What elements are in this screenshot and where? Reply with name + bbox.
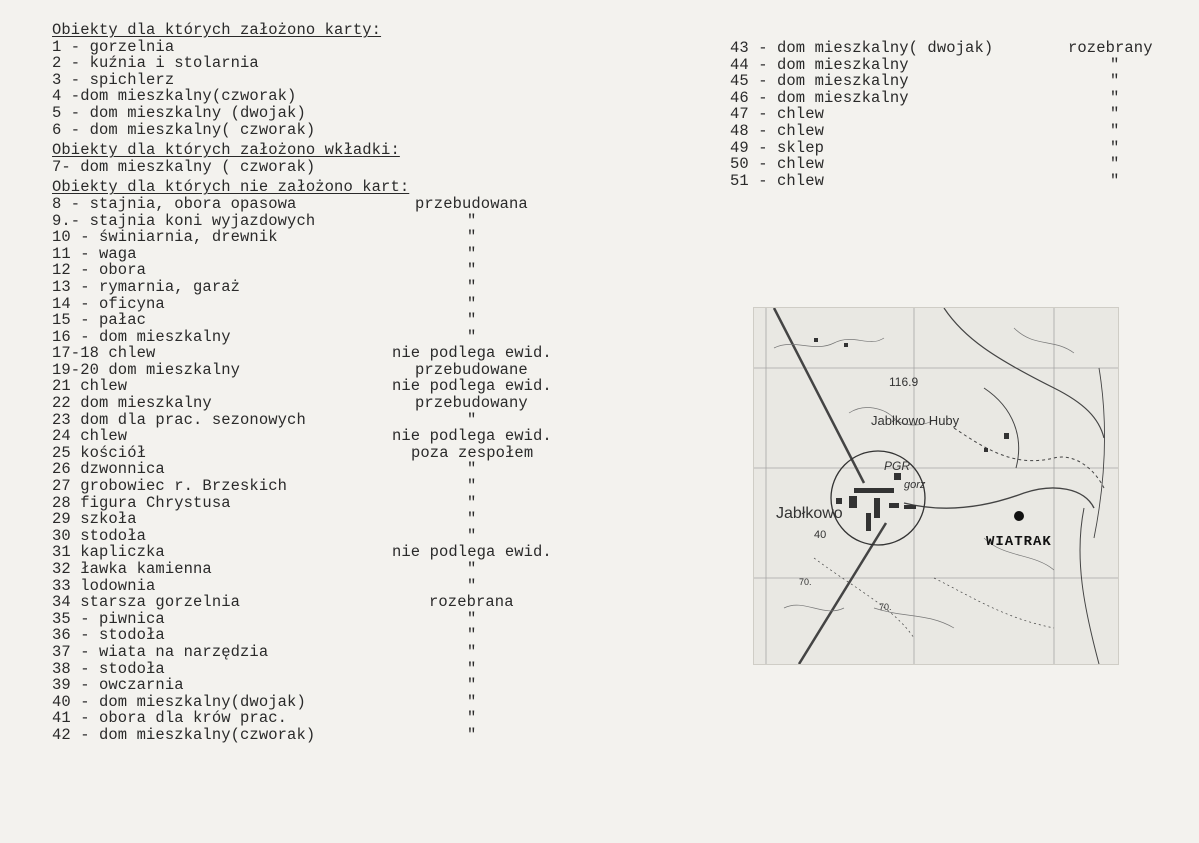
list-item bbox=[52, 578, 612, 595]
item-status: " bbox=[467, 261, 477, 280]
item-label: 47 - chlew bbox=[730, 105, 825, 124]
list-item bbox=[52, 246, 612, 263]
map-gorz-label: gorz bbox=[904, 479, 926, 491]
item-status: " bbox=[1110, 88, 1120, 107]
item-status: " bbox=[1110, 171, 1120, 190]
list-item bbox=[52, 428, 612, 445]
item-status: " bbox=[467, 626, 477, 645]
list-item bbox=[730, 40, 1170, 57]
list-item bbox=[52, 105, 612, 122]
item-label: 16 - dom mieszkalny bbox=[52, 327, 231, 346]
list-item bbox=[52, 561, 612, 578]
item-status: " bbox=[467, 659, 477, 678]
windmill-marker-icon bbox=[1014, 511, 1024, 521]
item-label: 21 chlew bbox=[52, 377, 128, 396]
map-windmill-label: WIATRAK bbox=[986, 534, 1052, 550]
map-contour-label: 40 bbox=[814, 529, 827, 541]
list-item bbox=[52, 196, 612, 213]
left-column bbox=[52, 22, 612, 748]
list-item bbox=[52, 262, 612, 279]
list-item bbox=[52, 461, 612, 478]
item-label: 28 figura Chrystusa bbox=[52, 493, 231, 512]
item-label: 37 - wiata na narzędzia bbox=[52, 642, 269, 661]
list-item bbox=[52, 677, 612, 694]
list-item bbox=[52, 727, 612, 744]
list-item bbox=[52, 627, 612, 644]
item-status: przebudowany bbox=[415, 394, 528, 413]
list-item bbox=[730, 73, 1170, 90]
item-status: " bbox=[467, 526, 477, 545]
item-status: " bbox=[467, 211, 477, 230]
item-label: 9.- stajnia koni wyjazdowych bbox=[52, 211, 316, 230]
item-status: " bbox=[467, 576, 477, 595]
item-status: " bbox=[467, 709, 477, 728]
list-item bbox=[52, 362, 612, 379]
item-label: 7- dom mieszkalny ( czworak) bbox=[52, 157, 316, 176]
list-item bbox=[730, 156, 1170, 173]
item-status: " bbox=[467, 460, 477, 479]
list-item bbox=[52, 511, 612, 528]
list-item bbox=[52, 312, 612, 329]
list-item bbox=[52, 88, 612, 105]
list-item bbox=[52, 279, 612, 296]
item-status: " bbox=[467, 477, 477, 496]
item-label: 8 - stajnia, obora opasowa bbox=[52, 194, 297, 213]
list-item bbox=[52, 213, 612, 230]
item-label: 35 - piwnica bbox=[52, 609, 165, 628]
item-status: rozebrany bbox=[1068, 39, 1153, 57]
list-item bbox=[52, 661, 612, 678]
item-label: 43 - dom mieszkalny( dwojak) bbox=[730, 39, 994, 57]
list-item bbox=[52, 495, 612, 512]
item-status: poza zespołem bbox=[411, 443, 534, 462]
item-label: 25 kościół bbox=[52, 443, 147, 462]
item-status: " bbox=[467, 244, 477, 263]
map-village-label: Jabłkowo bbox=[776, 505, 843, 522]
item-label: 41 - obora dla krów prac. bbox=[52, 709, 288, 728]
list-item bbox=[730, 57, 1170, 74]
list-item bbox=[52, 528, 612, 545]
item-status: " bbox=[467, 560, 477, 578]
item-status: " bbox=[467, 642, 477, 661]
item-label: 15 - pałac bbox=[52, 311, 147, 330]
item-status: przebudowana bbox=[415, 194, 528, 213]
list-item bbox=[52, 644, 612, 661]
item-label: 2 - kuźnia i stolarnia bbox=[52, 54, 259, 73]
item-label: 44 - dom mieszkalny bbox=[730, 55, 909, 74]
item-status: " bbox=[1110, 121, 1120, 140]
map-pgr-label: PGR bbox=[884, 459, 911, 473]
item-status: " bbox=[467, 327, 477, 346]
item-label: 4 -dom mieszkalny(czworak) bbox=[52, 87, 297, 106]
map-grid bbox=[754, 308, 1118, 664]
item-status: " bbox=[1110, 105, 1120, 124]
item-label: 42 - dom mieszkalny(czworak) bbox=[52, 725, 316, 744]
item-status: " bbox=[1110, 55, 1120, 74]
item-label: 26 dzwonnica bbox=[52, 460, 165, 479]
item-status: " bbox=[467, 725, 477, 744]
list-item bbox=[730, 90, 1170, 107]
map-contours bbox=[774, 328, 1074, 628]
item-label: 27 grobowiec r. Brzeskich bbox=[52, 477, 288, 496]
item-status: " bbox=[467, 311, 477, 330]
item-label: 24 chlew bbox=[52, 427, 128, 446]
item-label: 34 starsza gorzelnia bbox=[52, 593, 241, 612]
item-label: 1 - gorzelnia bbox=[52, 37, 175, 56]
section-heading: Obiekty dla których nie założono kart: bbox=[52, 178, 410, 197]
item-status: rozebrana bbox=[429, 593, 514, 612]
list-item bbox=[52, 445, 612, 462]
item-label: 6 - dom mieszkalny( czworak) bbox=[52, 120, 316, 139]
list-item bbox=[52, 544, 612, 561]
list-item bbox=[52, 594, 612, 611]
item-status: " bbox=[467, 510, 477, 529]
location-map bbox=[753, 307, 1119, 665]
list-item bbox=[52, 345, 612, 362]
section-heading: Obiekty dla których założono karty: bbox=[52, 21, 382, 39]
section-heading: Obiekty dla których założono wkładki: bbox=[52, 141, 400, 160]
item-label: 14 - oficyna bbox=[52, 294, 165, 313]
item-status: " bbox=[467, 228, 477, 247]
map-spot-height-1: 70. bbox=[799, 577, 812, 587]
item-status: " bbox=[467, 277, 477, 296]
list-item bbox=[52, 55, 612, 72]
item-status: " bbox=[467, 609, 477, 628]
item-label: 19-20 dom mieszkalny bbox=[52, 360, 241, 379]
list-item bbox=[730, 173, 1170, 190]
map-elevation-label: 116.9 bbox=[889, 375, 919, 389]
item-label: 13 - rymarnia, garaż bbox=[52, 277, 241, 296]
item-label: 46 - dom mieszkalny bbox=[730, 88, 909, 107]
map-spot-height-2: 70. bbox=[879, 602, 892, 612]
item-label: 12 - obora bbox=[52, 261, 147, 280]
list-item bbox=[52, 296, 612, 313]
item-label: 10 - świniarnia, drewnik bbox=[52, 228, 278, 247]
item-label: 36 - stodoła bbox=[52, 626, 165, 645]
item-label: 39 - owczarnia bbox=[52, 676, 184, 695]
item-label: 31 kapliczka bbox=[52, 543, 165, 562]
right-column bbox=[730, 40, 1170, 189]
item-label: 48 - chlew bbox=[730, 121, 825, 140]
item-status: " bbox=[1110, 72, 1120, 91]
item-status: nie podlega ewid. bbox=[392, 543, 552, 562]
item-label: 30 stodoła bbox=[52, 526, 147, 545]
item-status: nie podlega ewid. bbox=[392, 427, 552, 446]
item-status: " bbox=[467, 676, 477, 695]
item-label: 3 - spichlerz bbox=[52, 70, 175, 89]
item-label: 23 dom dla prac. sezonowych bbox=[52, 410, 306, 429]
map-hamlet-label: Jabłkowo Huby bbox=[871, 413, 960, 428]
list-item bbox=[730, 140, 1170, 157]
item-label: 33 lodownia bbox=[52, 576, 156, 595]
list-item bbox=[52, 478, 612, 495]
item-status: nie podlega ewid. bbox=[392, 344, 552, 363]
item-label: 11 - waga bbox=[52, 244, 137, 263]
item-label: 38 - stodoła bbox=[52, 659, 165, 678]
list-item bbox=[52, 122, 612, 139]
item-label: 32 ławka kamienna bbox=[52, 560, 212, 578]
list-item bbox=[52, 694, 612, 711]
list-item bbox=[52, 39, 612, 56]
map-roads bbox=[774, 308, 1104, 664]
item-status: " bbox=[1110, 138, 1120, 157]
list-item bbox=[52, 159, 612, 176]
item-status: " bbox=[467, 493, 477, 512]
item-label: 45 - dom mieszkalny bbox=[730, 72, 909, 91]
map-drawing bbox=[754, 308, 1118, 664]
list-item bbox=[730, 106, 1170, 123]
list-item bbox=[730, 123, 1170, 140]
map-buildings bbox=[814, 338, 1009, 531]
item-label: 5 - dom mieszkalny (dwojak) bbox=[52, 103, 306, 122]
item-status: " bbox=[467, 294, 477, 313]
list-item bbox=[52, 710, 612, 727]
list-item bbox=[52, 72, 612, 89]
list-item bbox=[52, 378, 612, 395]
item-status: nie podlega ewid. bbox=[392, 377, 552, 396]
list-item bbox=[52, 229, 612, 246]
list-item bbox=[52, 412, 612, 429]
list-item bbox=[52, 329, 612, 346]
item-label: 50 - chlew bbox=[730, 155, 825, 174]
item-label: 51 - chlew bbox=[730, 171, 825, 190]
item-status: " bbox=[467, 692, 477, 711]
item-label: 17-18 chlew bbox=[52, 344, 156, 363]
item-label: 49 - sklep bbox=[730, 138, 825, 157]
item-label: 40 - dom mieszkalny(dwojak) bbox=[52, 692, 306, 711]
list-item bbox=[52, 611, 612, 628]
item-label: 22 dom mieszkalny bbox=[52, 394, 212, 413]
item-label: 29 szkoła bbox=[52, 510, 137, 529]
item-status: " bbox=[467, 410, 477, 429]
list-item bbox=[52, 395, 612, 412]
item-status: " bbox=[1110, 155, 1120, 174]
item-status: przebudowane bbox=[415, 360, 528, 379]
